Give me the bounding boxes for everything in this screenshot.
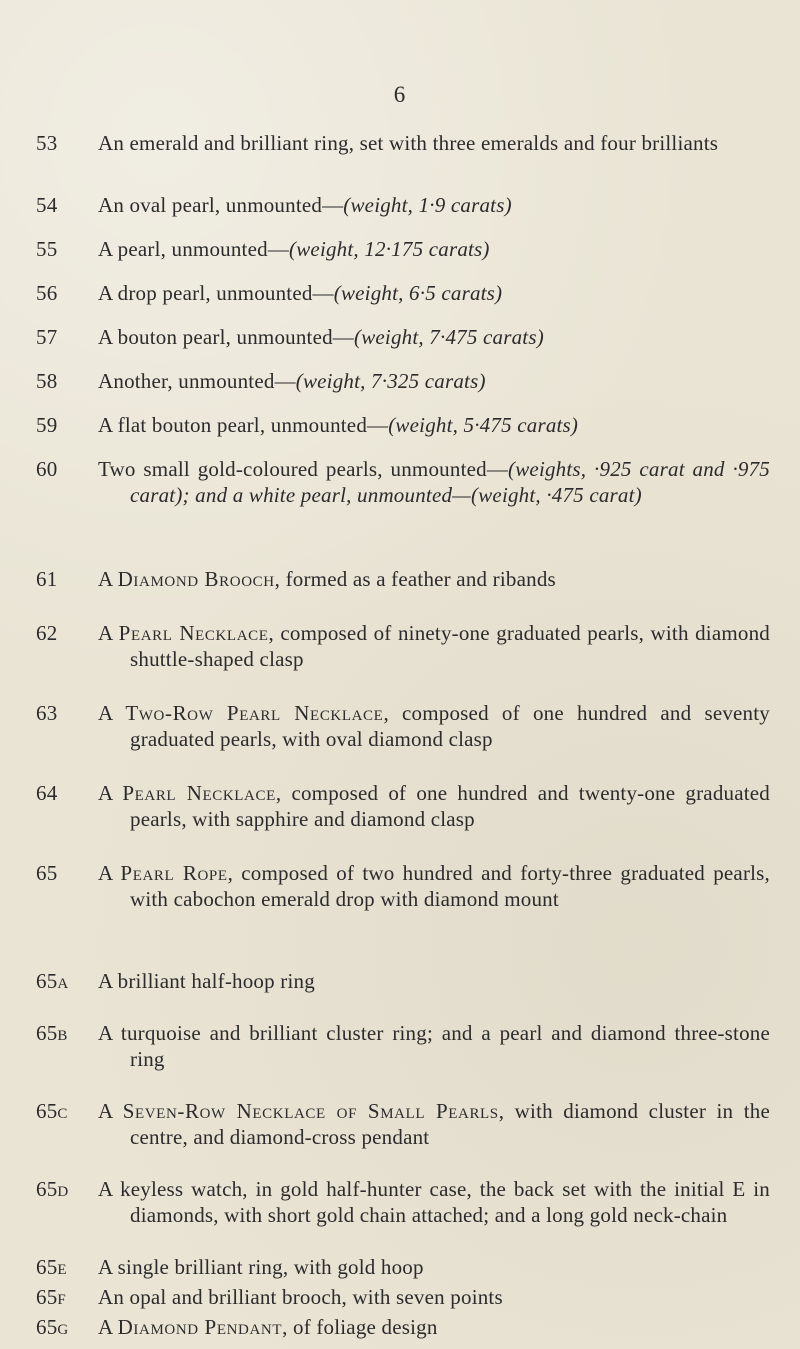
list-item [36,860,796,912]
lot-description: A Two-Row Pearl Necklace, composed of one hundred and seventy graduated pearls, with oval diamond clasp [98,701,770,751]
list-item [36,1314,796,1340]
lot-description: An emerald and brilliant ring, set with three emeralds and four brilliants [98,131,719,155]
lot-number: 61 [36,567,58,591]
lot-number-suffix: D [57,1184,69,1200]
lot-number: 56 [36,281,58,305]
list-item [36,968,796,994]
list-item [36,368,796,394]
lot-description: An oval pearl, unmounted—(weight, 1·9 carats) [98,193,512,217]
lot-description: A flat bouton pearl, unmounted—(weight, 5·475 carats) [98,413,579,437]
list-item [36,236,796,262]
lot-number: 65A [36,969,69,993]
list-item [36,700,796,752]
lot-number: 54 [36,193,58,217]
list-item [36,780,796,832]
lot-number: 65F [36,1285,67,1309]
list-item [36,620,796,672]
lot-number: 62 [36,621,58,645]
list-item [36,456,796,508]
lot-number: 64 [36,781,58,805]
lot-description: A Seven-Row Necklace of Small Pearls, with diamond cluster in the centre, and diamond-cross pendant [98,1099,770,1149]
lot-description: A drop pearl, unmounted—(weight, 6·5 carats) [98,281,503,305]
list-item [36,280,796,306]
lot-number-suffix: G [57,1322,69,1338]
lot-description: A brilliant half-hoop ring [98,969,315,993]
lot-number: 58 [36,369,58,393]
lot-number: 65 [36,861,58,885]
lot-description: Two small gold-coloured pearls, unmounted—(weights, ·925 carat and ·975 carat); and a white pearl, unmounted—(weight, ·475 carat) [98,457,770,507]
list-item [36,130,796,156]
lot-number: 53 [36,131,58,155]
list-item [36,1176,796,1228]
list-item [36,1254,796,1280]
list-item [36,1020,796,1072]
lot-number: 65D [36,1177,69,1201]
list-item [36,1098,796,1150]
lot-number: 65C [36,1099,68,1123]
lot-number: 60 [36,457,58,481]
lot-description: A turquoise and brilliant cluster ring; and a pearl and diamond three-stone ring [98,1021,770,1071]
lot-number: 57 [36,325,58,349]
lot-number-suffix: E [57,1262,68,1278]
lot-description: A keyless watch, in gold half-hunter case, the back set with the initial E in diamonds, with short gold chain attached; and a long gold neck-chain [98,1177,770,1227]
list-item [36,192,796,218]
list-item [36,412,796,438]
lot-description: A Diamond Pendant, of foliage design [98,1315,438,1339]
lot-description: A pearl, unmounted—(weight, 12·175 carats) [98,237,490,261]
lot-number-suffix: C [57,1106,68,1122]
lot-description: Another, unmounted—(weight, 7·325 carats) [98,369,486,393]
lot-number: 59 [36,413,58,437]
lot-description: A single brilliant ring, with gold hoop [98,1255,424,1279]
lot-description: A Pearl Necklace, composed of one hundred and twenty-one graduated pearls, with sapphire and diamond clasp [98,781,770,831]
lot-number: 63 [36,701,58,725]
lot-description: A Pearl Rope, composed of two hundred and forty-three graduated pearls, with cabochon emerald drop with diamond mount [98,861,770,911]
page-number: 6 [393,82,407,107]
lot-number: 65E [36,1255,68,1279]
list-item [36,1284,796,1310]
lot-description: A bouton pearl, unmounted—(weight, 7·475 carats) [98,325,544,349]
lot-number: 65G [36,1315,69,1339]
lot-description: A Diamond Brooch, formed as a feather and ribands [98,567,556,591]
lot-number-suffix: F [57,1292,67,1308]
lot-number: 55 [36,237,58,261]
list-item [36,324,796,350]
lot-description: An opal and brilliant brooch, with seven points [98,1285,503,1309]
list-item [36,566,796,592]
lot-number-suffix: B [57,1028,68,1044]
lot-description: A Pearl Necklace, composed of ninety-one graduated pearls, with diamond shuttle-shaped clasp [98,621,770,671]
lot-number: 65B [36,1021,68,1045]
lot-number-suffix: A [57,976,69,992]
